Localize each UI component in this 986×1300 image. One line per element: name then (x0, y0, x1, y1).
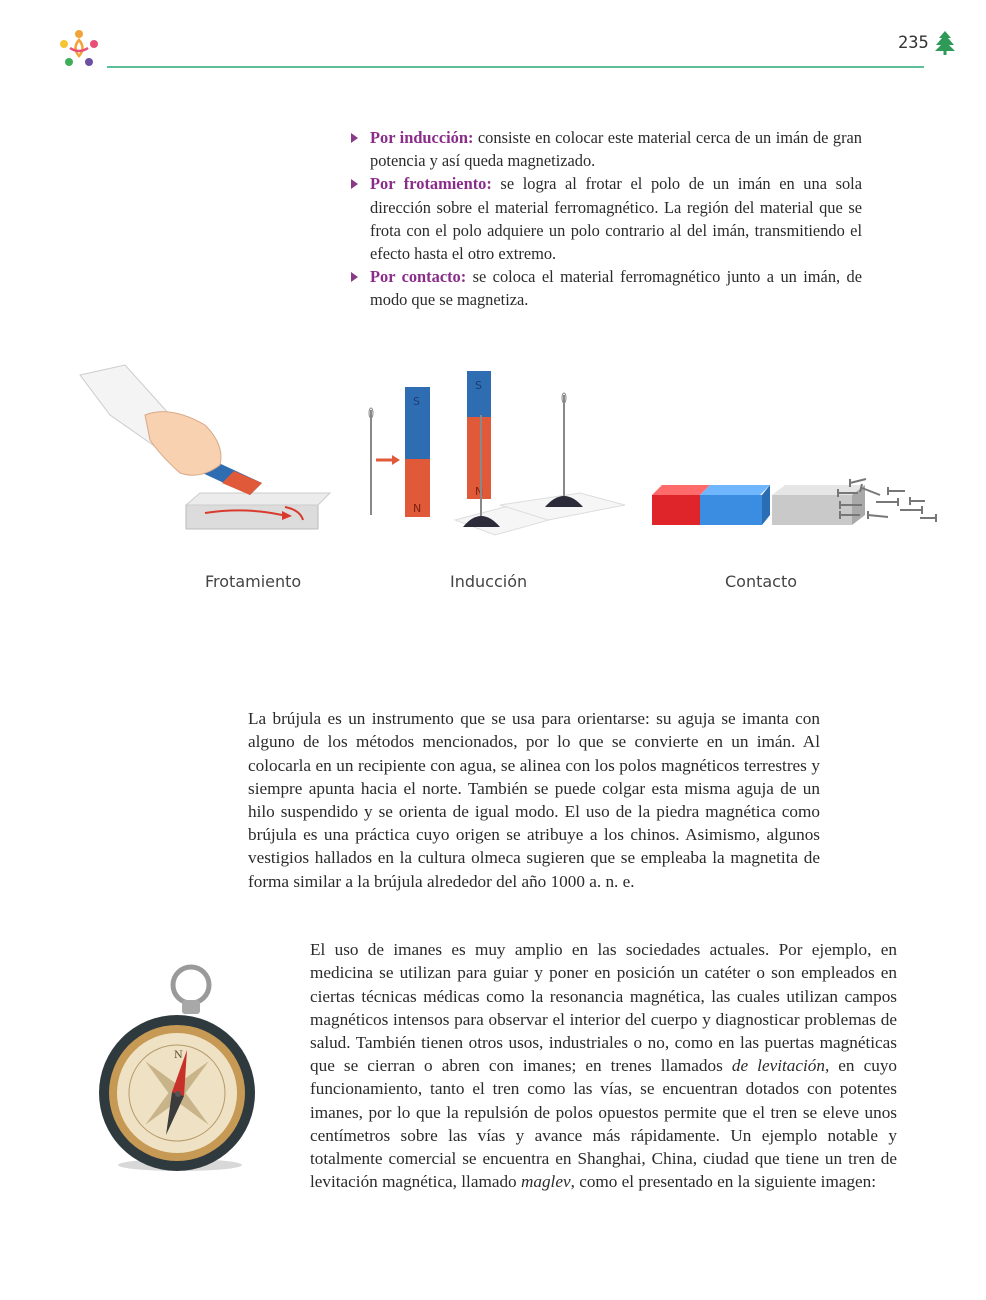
caption-induccion: Inducción (450, 572, 528, 591)
caption-contacto: Contacto (725, 572, 798, 591)
method-term: Por frotamiento: (370, 174, 492, 194)
magnet-north-label: N (413, 502, 422, 515)
magnet-south-label: S (475, 379, 482, 392)
compass-icon (92, 960, 262, 1175)
method-item-contacto (348, 265, 862, 311)
bullet-arrow-icon (351, 179, 358, 189)
method-term: Por contacto: (370, 267, 467, 287)
caption-frotamiento: Frotamiento (205, 572, 302, 591)
flower-logo-icon (56, 26, 102, 70)
uses-text-part-1: El uso de imanes es muy amplio en las sociedades actuales. Por ejemplo, en medicina se utilizan para guiar y poner en posición un catéter o son empleados en ciertas técnicas médicas como la resonancia magnética, las cuales utilizan campos magnéticos intensos para observar el interior del cuerpo y diagnosticar problemas de salud. También tienen otros usos, industriales o no, como en las puertas magnéticas que se cierran o abren con imanes; en trenes llamados (310, 940, 897, 1076)
levitacion-term: de levitación (731, 1056, 825, 1076)
magnet-north-label: N (475, 485, 484, 498)
method-item-frotamiento (348, 172, 862, 265)
frotamiento-illustration (80, 365, 330, 529)
page-number: 235 (898, 33, 929, 53)
maglev-term: maglev (520, 1172, 571, 1192)
method-text: se coloca el material ferromagnético junto a un imán, de modo que se magnetiza. (370, 267, 862, 310)
uses-text-part-2: , en cuyo funcionamiento, tanto el tren como las vías, se encuentran dotados con potentes imanes, por lo que la repulsión de polos opuestos permite que el tren se eleve unos centímetros sobre las vías y avance más rápidamente. Un ejemplo notable y totalmente comercial se encuentra en Shanghai, China, ciudad que tiene un tren de levitación magnética, llamado (310, 1056, 898, 1192)
contacto-illustration (652, 479, 936, 525)
method-text: consiste en colocar este material cerca de un imán de gran potencia y así queda magnetizado. (370, 128, 863, 171)
compass-north-letter: N (174, 1050, 183, 1061)
method-term: Por inducción: (370, 128, 474, 147)
compass-paragraph: La brújula es un instrumento que se usa para orientarse: su aguja se imanta con alguno de los métodos mencionados, por lo que se convierte en un imán. Al colocarla en un recipiente con agua, se alinea con los polos magnéticos terrestres y siempre apunta hacia el norte. También se puede colgar esta misma aguja de un hilo suspendido y se orienta de igual modo. El uso de la piedra magnética como brújula es una práctica cuyo origen se atribuye a los chinos. Asimismo, algunos vestigios hallados en la cultura olmeca sugieren que se empleaba la magnetita de forma similar a la brújula alrededor del año 1000 a. n. e. (248, 709, 820, 891)
method-text: se logra al frotar el polo de un imán en una sola dirección sobre el material ferromagnético. La región del material que se frota con el polo adquiere un polo contrario al del imán, transmitiendo el efecto hasta el otro extremo. (370, 174, 863, 264)
bullet-arrow-icon (351, 133, 358, 143)
header-divider (107, 66, 924, 68)
magnet-south-label: S (413, 395, 420, 408)
green-tree-icon (934, 30, 956, 56)
magnet-uses-paragraph (310, 938, 897, 1193)
induccion-illustration (369, 371, 625, 535)
bullet-arrow-icon (351, 272, 358, 282)
uses-text-part-3: , como el presentado en la siguiente imagen: (570, 1172, 877, 1192)
magnetization-methods-list (348, 126, 862, 312)
magnetization-figure (0, 355, 986, 575)
method-item-induccion (348, 126, 862, 172)
